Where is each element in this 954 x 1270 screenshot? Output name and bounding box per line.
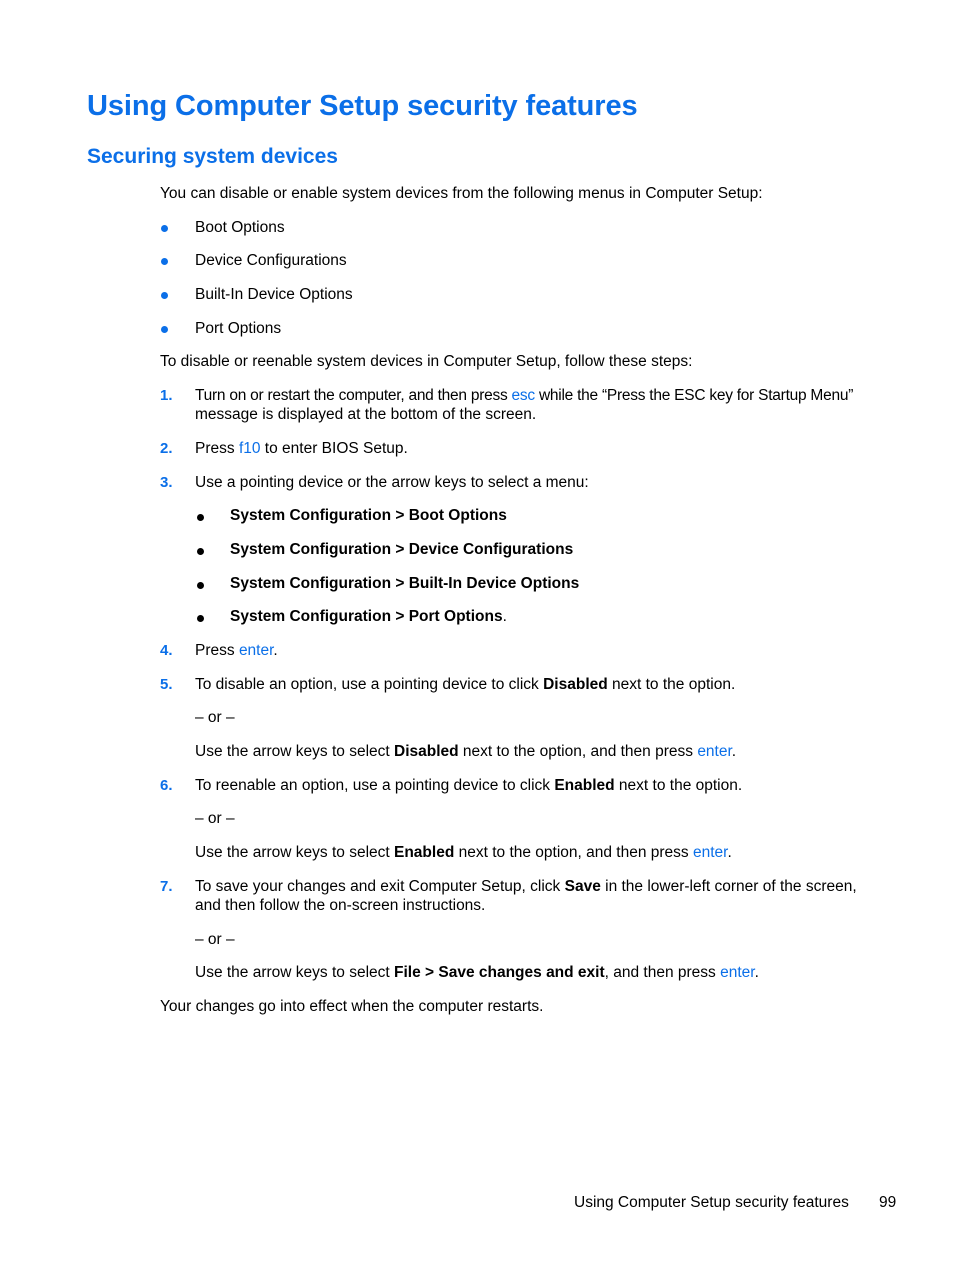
menu-path-bold: System Configuration > Port Options (230, 608, 503, 625)
text-span: to enter BIOS Setup. (260, 440, 408, 457)
bullet-icon (161, 292, 168, 299)
text-span: while the “Press the ESC key for Startup Menu” (534, 387, 854, 404)
bold-term: Save (564, 878, 601, 895)
text-span: Use the arrow keys to select (195, 844, 394, 861)
text-span: next to the option, and then press (458, 743, 698, 760)
step-1-text-cont: message is displayed at the bottom of the screen. (195, 406, 537, 423)
key-f10: f10 (238, 440, 261, 457)
step-number: 4. (160, 642, 173, 659)
step-6-alt (195, 843, 732, 862)
list-item: Boot Options (195, 219, 285, 236)
text-span: Use the arrow keys to select (195, 743, 394, 760)
step-7-text (195, 877, 857, 896)
bold-term: Enabled (394, 844, 455, 861)
page-title: Using Computer Setup security features (87, 90, 638, 122)
closing-paragraph: Your changes go into effect when the computer restarts. (160, 998, 544, 1015)
step-6-text (195, 776, 742, 795)
key-enter: enter (720, 964, 755, 981)
text-span: next to the option. (614, 777, 743, 794)
bullet-icon (161, 258, 168, 265)
text-span: . (727, 844, 732, 861)
bullet-icon (161, 225, 168, 232)
text-span: . (754, 964, 759, 981)
menu-path-last (230, 607, 507, 626)
menu-path: System Configuration > Device Configurations (230, 541, 574, 558)
key-enter: enter (697, 743, 732, 760)
menu-path: System Configuration > Built-In Device Options (230, 575, 580, 592)
step-number: 1. (160, 387, 173, 404)
step-number: 7. (160, 878, 173, 895)
text-span: . (502, 608, 507, 625)
step-2-text (195, 439, 408, 458)
text-span: To save your changes and exit Computer Setup, click (195, 878, 565, 895)
menu-path: System Configuration > Boot Options (230, 507, 507, 524)
list-item: Device Configurations (195, 252, 347, 269)
bold-term: Disabled (543, 676, 608, 693)
footer-title: Using Computer Setup security features (574, 1194, 849, 1211)
bullet-icon (197, 548, 204, 555)
section-heading: Securing system devices (87, 145, 338, 168)
text-span: . (731, 743, 737, 760)
or-separator: – or – (195, 709, 235, 726)
bullet-icon (197, 582, 204, 589)
text-span: in the lower-left corner of the screen, (600, 878, 857, 895)
list-item: Built-In Device Options (195, 286, 353, 303)
step-7-alt (195, 963, 759, 982)
step-3-text: Use a pointing device or the arrow keys to select a menu: (195, 474, 589, 491)
bold-term: Disabled (394, 743, 459, 760)
text-span: To reenable an option, use a pointing device to click (195, 777, 555, 794)
or-separator: – or – (195, 810, 235, 827)
text-span: , and then press (604, 964, 721, 981)
page-number: 99 (879, 1194, 897, 1211)
step-number: 3. (160, 474, 173, 491)
text-span: Turn on or restart the computer, and then press (195, 387, 512, 404)
bullet-icon (197, 615, 204, 622)
step-4-text (195, 641, 278, 660)
text-span: next to the option, and then press (454, 844, 693, 861)
step-number: 6. (160, 777, 173, 794)
list-item: Port Options (195, 320, 282, 337)
step-number: 5. (160, 676, 173, 693)
bullet-icon (161, 326, 168, 333)
or-separator: – or – (195, 931, 235, 948)
text-span: next to the option. (607, 676, 736, 693)
key-esc: esc (511, 387, 535, 404)
step-7-text-cont: and then follow the on-screen instructions. (195, 897, 486, 914)
step-5-alt (195, 742, 736, 761)
intro-paragraph: You can disable or enable system devices from the following menus in Computer Setup: (160, 185, 763, 202)
text-span: Press (195, 642, 239, 659)
key-enter: enter (238, 642, 274, 659)
step-5-text (195, 675, 735, 694)
steps-intro: To disable or reenable system devices in Computer Setup, follow these steps: (160, 353, 693, 370)
key-enter: enter (693, 844, 728, 861)
text-span: Press (195, 440, 239, 457)
step-number: 2. (160, 440, 173, 457)
step-1-text (195, 386, 853, 405)
text-span: . (273, 642, 278, 659)
text-span: Use the arrow keys to select (195, 964, 394, 981)
bullet-icon (197, 514, 204, 521)
bold-term: File > Save changes and exit (394, 964, 605, 981)
bold-term: Enabled (554, 777, 615, 794)
text-span: To disable an option, use a pointing device to click (195, 676, 544, 693)
